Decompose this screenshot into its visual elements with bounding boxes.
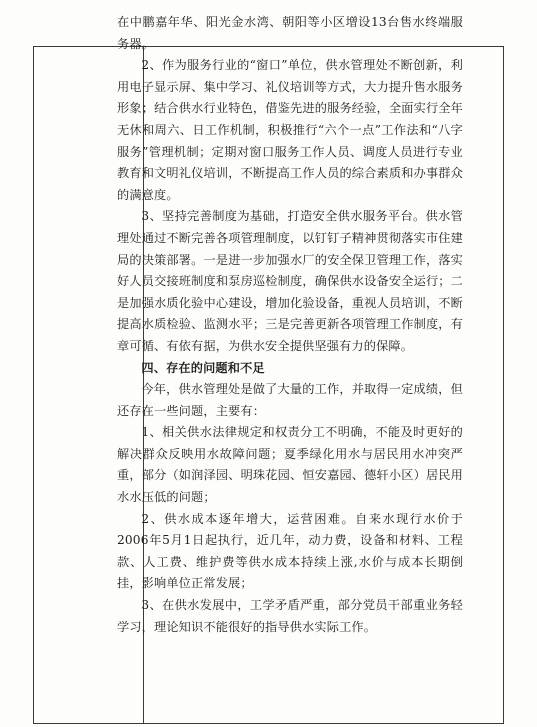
section-heading: 四、存在的问题和不足 bbox=[141, 360, 265, 375]
paragraph-8: 3、在供水发展中，工学矛盾严重，部分党员干部重业务轻学习，理论知识不能很好的指导供水实际工作。 bbox=[117, 598, 463, 634]
paragraph-2: 2、作为服务行业的“窗口”单位，供水管理处不断创新，利用电子显示屏、集中学习、礼仪培训等方式，大力提升售水服务形象；结合供水行业特色，借鉴先进的服务经验，全面实行全年无休和周六、日工作机制，积极推行“六个一点”工作法和“八字服务”管理机制；定期对窗口服务工作人员、调度人员进行专业教育和文明礼仪培训，不断提高工作人员的综合素质和办事群众的满意度。 bbox=[117, 58, 463, 202]
paragraph-7: 2、供水成本逐年增大，运营困难。自来水现行水价于2006年5月1日起执行，近几年，动力费，设备和材料、工程款、人工费、维护费等供水成本持续上涨,水价与成本长期倒挂，影响单位正常发展； bbox=[117, 511, 463, 591]
paragraph-6: 1、相关供水法律规定和权责分工不明确，不能及时更好的解决群众反映用水故障问题；夏季绿化用水与居民用水冲突严重，部分（如润泽园、明珠花园、恒安嘉园、德轩小区）居民用水水压低的问题； bbox=[117, 425, 463, 505]
paragraph-5: 今年，供水管理处是做了大量的工作，并取得一定成绩，但还存在一些问题，主要有： bbox=[117, 382, 463, 418]
paragraph-1: 在中鹏嘉年华、阳光金水湾、朝阳等小区增设13台售水终端服务器。 bbox=[117, 15, 463, 51]
content-cell bbox=[117, 12, 463, 638]
paragraph-3: 3、坚持完善制度为基础，打造安全供水服务平台。供水管理处通过不断完善各项管理制度，以钉钉子精神贯彻落实市住建局的决策部署。一是进一步加强水厂的安全保卫管理工作，落实好人员交接班制度和泵房巡检制度，确保供水设备安全运行；二是加强水质化验中心建设，增加化验设备，重视人员培训，不断提高水质检验、监测水平；三是完善更新各项管理工作制度，有章可循、有依有据，为供水安全提供坚强有力的保障。 bbox=[117, 209, 463, 353]
